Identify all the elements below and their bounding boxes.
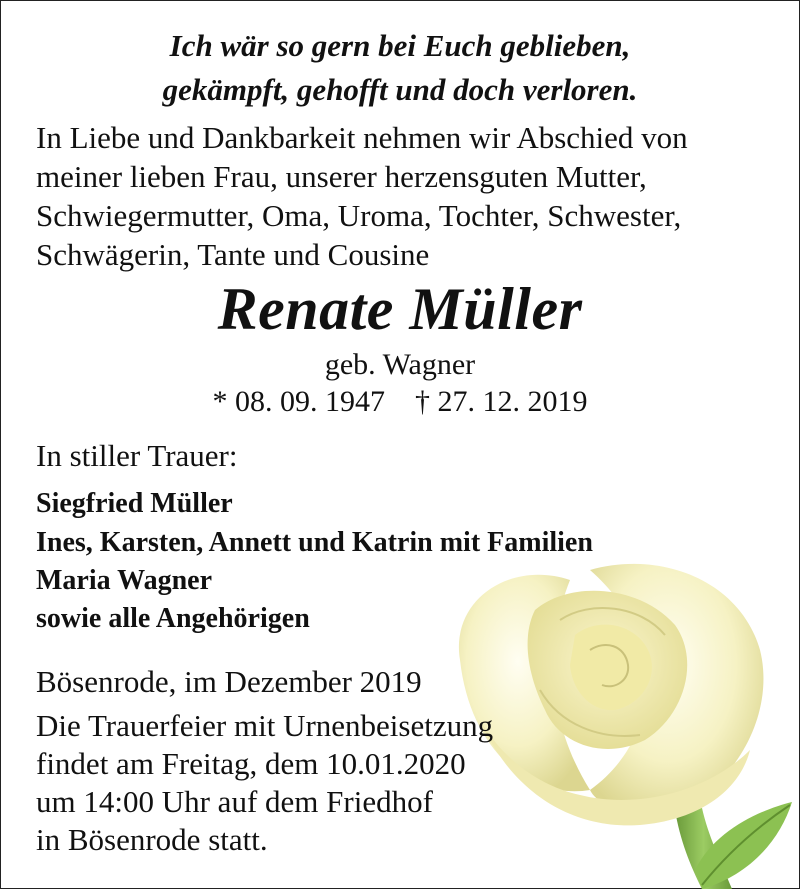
motto-line-1: Ich wär so gern bei Euch geblieben, (169, 28, 631, 63)
white-rose-image (440, 540, 800, 889)
intro-line-3: Schwiegermutter, Oma, Uroma, Tochter, Schwester, (36, 198, 682, 233)
ceremony-line-1: Die Trauerfeier mit Urnenbeisetzung (36, 708, 494, 743)
intro-line-2: meiner lieben Frau, unserer herzensguten Mutter, (36, 159, 647, 194)
motto-line-2: gekämpft, gehofft und doch verloren. (162, 72, 638, 107)
birth-name: geb. Wagner (324, 348, 476, 381)
life-dates: * 08. 09. 1947 † 27. 12. 2019 (212, 385, 588, 418)
mourner-name: Maria Wagner (36, 565, 213, 596)
deceased-name: Renate Müller (217, 276, 583, 342)
intro-line-1: In Liebe und Dankbarkeit nehmen wir Abschied von (36, 120, 688, 155)
ceremony-line-2: findet am Freitag, dem 10.01.2020 (36, 746, 466, 781)
ceremony-line-4: in Bösenrode statt. (36, 822, 268, 857)
mourner-name: sowie alle Angehörigen (36, 603, 310, 634)
intro-line-4: Schwägerin, Tante und Cousine (36, 237, 430, 272)
mourner-name: Siegfried Müller (36, 488, 233, 519)
mourner-name: Ines, Karsten, Annett und Katrin mit Familien (36, 527, 593, 558)
mourning-heading: In stiller Trauer: (36, 438, 238, 473)
place-date: Bösenrode, im Dezember 2019 (36, 664, 422, 699)
ceremony-line-3: um 14:00 Uhr auf dem Friedhof (36, 784, 433, 819)
